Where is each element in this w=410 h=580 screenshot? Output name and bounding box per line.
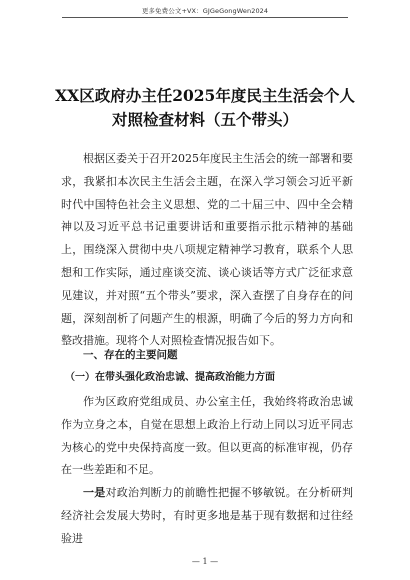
paragraph-point-one bbox=[61, 482, 353, 550]
subsection-heading-political-loyalty: （一）在带头强化政治忠诚、提高政治能力方面 bbox=[65, 372, 275, 383]
page-number: — 1 — bbox=[191, 557, 219, 566]
point-one-lead: 一是 bbox=[83, 486, 106, 499]
section-heading-problems: 一、存在的主要问题 bbox=[83, 349, 178, 361]
point-one-text: 对政治判断力的前瞻性把握不够敏锐。在分析研判经济社会发展大势时，有时更多地是基于现有数据和过往经验进 bbox=[61, 486, 354, 545]
paragraph-political-loyalty: 作为区政府党组成员、办公室主任，我始终将政治忠诚作为立身之本，自觉在思想上政治上行动上同以习近平同志为核心的党中央保持高度一致。但以更高的标准审视，仍存在一些差距和不足。 bbox=[61, 395, 353, 477]
document-title: XX区政府办主任2025年度民主生活会个人对照检查材料（五个带头） bbox=[55, 86, 355, 129]
intro-paragraph: 根据区委关于召开2025年度民主生活会的统一部署和要求，我紧扣本次民主生活会主题，在深入学习领会习近平新时代中国特色社会主义思想、党的二十届三中、四中全会精神以及习近平总书记重要讲话和重要指示批示精神的基础上，围绕深入贯彻中央八项规定精神学习教育，联系个人思想和工作实际，通过座谈交流、谈心谈话等方式广泛征求意见建议，并对照“五个带头”要求，深入查摆了自身存在的问题，深刻剖析了问题产生的根源，明确了今后的努力方向和整改措施。现将个人对照检查情况报告如下。 bbox=[61, 152, 353, 348]
header-banner: 更多免费公文+VX：GJGeGongWen2024 bbox=[141, 7, 269, 15]
header-divider bbox=[62, 17, 348, 18]
